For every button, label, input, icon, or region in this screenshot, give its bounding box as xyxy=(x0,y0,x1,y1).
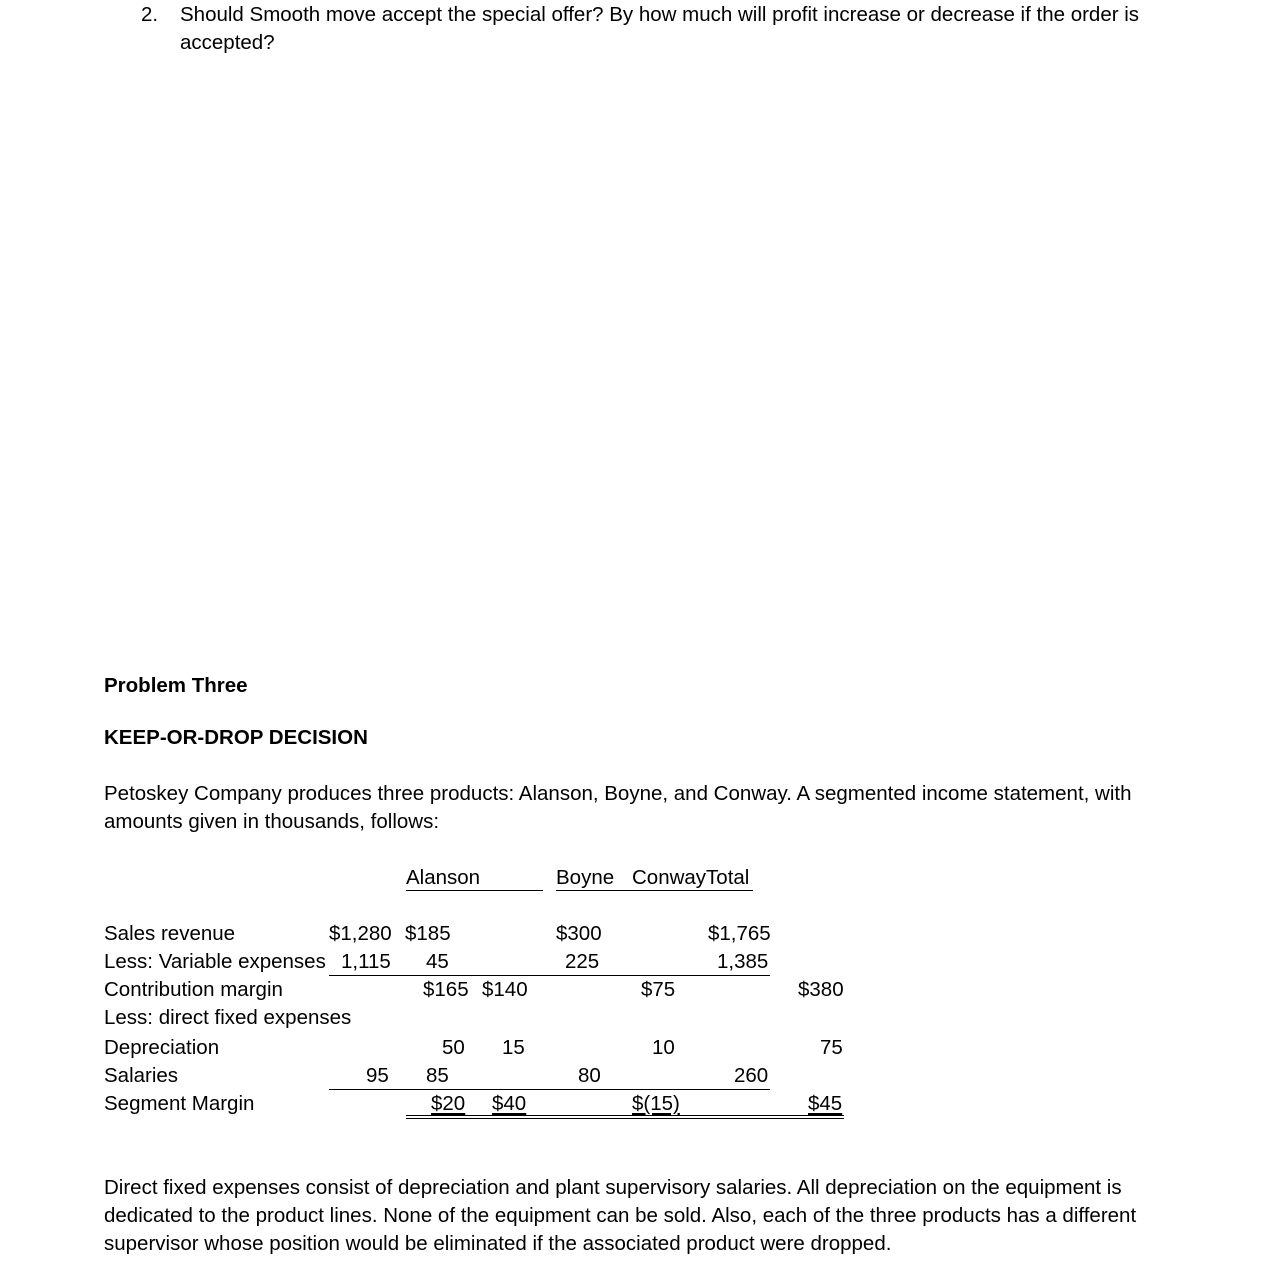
cell-depreciation-3: 10 xyxy=(652,1036,675,1059)
row-label-direct-fixed: Less: direct fixed expenses xyxy=(104,1006,352,1029)
cell-contribution-2: $140 xyxy=(482,978,528,1001)
rule-after-salaries xyxy=(329,1089,770,1090)
question-number: 2. xyxy=(141,3,159,26)
closing-line1: Direct fixed expenses consist of depreciation and plant supervisory salaries. All depreciation on the equipment is xyxy=(104,1176,1122,1199)
cell-sales-3: $300 xyxy=(556,922,602,945)
cell-salaries-4: 260 xyxy=(734,1064,769,1087)
row-label-contribution: Contribution margin xyxy=(104,978,283,1001)
row-label-salaries: Salaries xyxy=(104,1064,179,1087)
double-rule-1 xyxy=(406,1115,844,1116)
cell-variable-4: 1,385 xyxy=(717,950,769,973)
row-label-sales: Sales revenue xyxy=(104,922,236,945)
cell-segment-2: $40 xyxy=(492,1092,527,1115)
cell-sales-1: $1,280 xyxy=(329,922,392,945)
header-rule-alanson xyxy=(406,890,543,891)
cell-variable-1: 1,115 xyxy=(341,950,391,973)
cell-depreciation-4: 75 xyxy=(820,1036,843,1059)
problem-subtitle: KEEP-OR-DROP DECISION xyxy=(104,726,368,749)
cell-segment-4: $45 xyxy=(808,1092,843,1115)
question-text-line1: Should Smooth move accept the special offer? By how much will profit increase or decrease if the order is xyxy=(180,3,1140,26)
cell-depreciation-1: 50 xyxy=(442,1036,465,1059)
cell-segment-3: $(15) xyxy=(632,1092,680,1115)
closing-line3: supervisor whose position would be eliminated if the associated product were dropped. xyxy=(104,1232,892,1255)
row-label-variable: Less: Variable expenses xyxy=(104,950,326,973)
cell-segment-1: $20 xyxy=(431,1092,466,1115)
closing-line2: dedicated to the product lines. None of the equipment can be sold. Also, each of the three products has a different xyxy=(104,1204,1137,1227)
cell-contribution-1: $165 xyxy=(423,978,469,1001)
cell-salaries-3: 80 xyxy=(578,1064,601,1087)
header-boyne: Boyne xyxy=(556,866,615,889)
cell-sales-2: $185 xyxy=(405,922,451,945)
cell-variable-2: 45 xyxy=(426,950,449,973)
cell-depreciation-2: 15 xyxy=(502,1036,525,1059)
intro-line1: Petoskey Company produces three products: Alanson, Boyne, and Conway. A segmented income statement, with xyxy=(104,782,1132,805)
header-rule-boyne-conway xyxy=(556,890,753,891)
cell-contribution-4: $380 xyxy=(798,978,844,1001)
row-label-segment: Segment Margin xyxy=(104,1092,255,1115)
row-label-depreciation: Depreciation xyxy=(104,1036,220,1059)
rule-after-variable xyxy=(329,975,770,976)
header-alanson: Alanson xyxy=(406,866,481,889)
cell-contribution-3: $75 xyxy=(641,978,676,1001)
double-rule-2 xyxy=(406,1118,844,1119)
header-conway-total: ConwayTotal xyxy=(632,866,750,889)
problem-title: Problem Three xyxy=(104,674,248,697)
question-text-line2: accepted? xyxy=(180,31,275,54)
cell-salaries-2: 85 xyxy=(426,1064,449,1087)
cell-sales-4: $1,765 xyxy=(708,922,771,945)
intro-line2: amounts given in thousands, follows: xyxy=(104,810,440,833)
cell-salaries-1: 95 xyxy=(366,1064,389,1087)
cell-variable-3: 225 xyxy=(565,950,600,973)
